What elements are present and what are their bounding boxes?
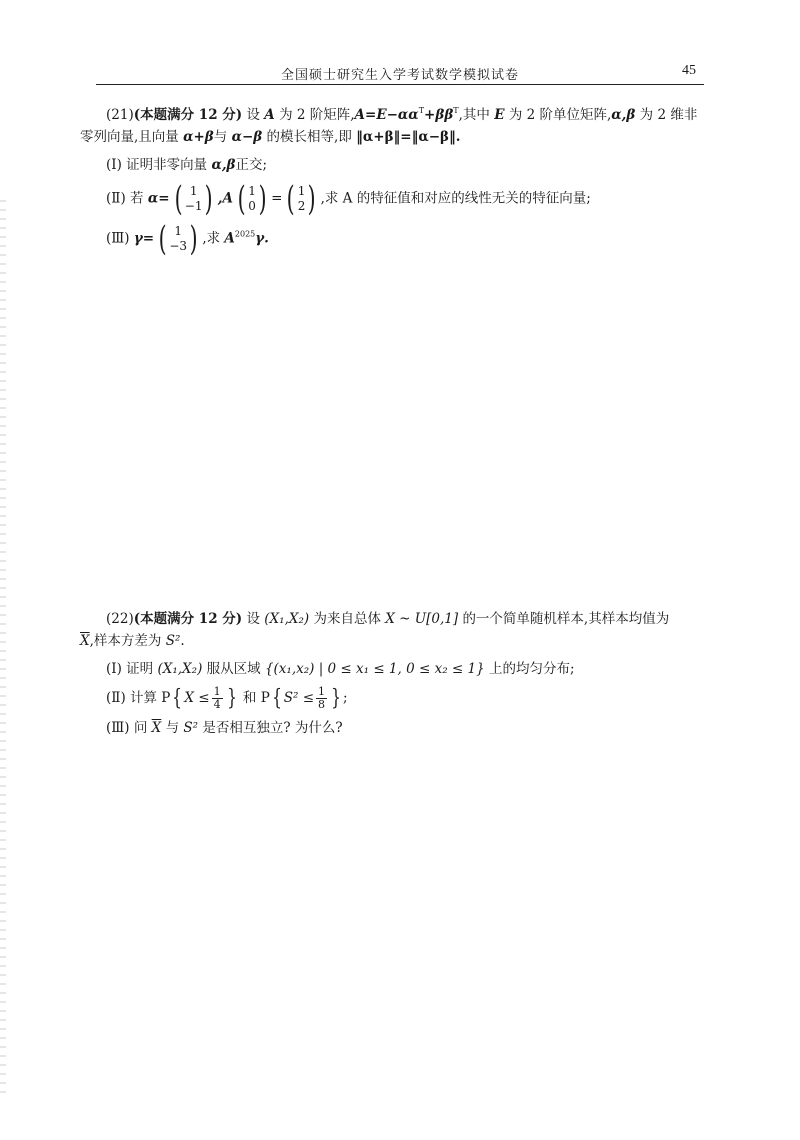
stem-text: 的一个简单随机样本,其样本均值为: [462, 611, 670, 627]
sample-variance-symbol: S²: [183, 720, 199, 736]
sample-mean-symbol: $\overline{X}$: [151, 720, 162, 736]
matrix-formula-part: +ββ: [424, 107, 454, 123]
part-text: 计算 P: [130, 690, 171, 706]
gamma-symbol: γ.: [255, 230, 269, 247]
problem-22-part-3: [80, 717, 706, 739]
score-label: (本题满分 12 分): [133, 107, 243, 123]
vector-entry: 1: [297, 184, 306, 198]
part-text: ,求 A 的特征值和对应的线性无关的特征向量;: [320, 190, 591, 207]
vector-1-0: ( 1 0 ): [237, 179, 267, 219]
vector-entry: −3: [169, 239, 188, 253]
sample-mean-symbol: $\overline{X}$: [80, 633, 90, 649]
header-title: 全国硕士研究生入学考试数学模拟试卷: [280, 68, 519, 83]
part-label: (Ⅰ): [106, 157, 122, 173]
norm-equation: ‖α+β‖=‖α−β‖.: [356, 129, 461, 145]
matrix-symbol: ,A: [217, 190, 233, 207]
vector-symbols: α,β: [611, 107, 636, 123]
part-text: 是否相互独立? 为什么?: [202, 720, 343, 736]
problem-number: (21): [106, 107, 134, 123]
problem-22-part-2: (Ⅱ) 计算 P{ X ≤ $\frac{1}{4}$ } 和 P{ S² ≤ $\frac{1}{8}$ } ;: [106, 685, 348, 711]
gamma-symbol: γ=: [133, 230, 155, 247]
matrix-symbol: A: [224, 230, 235, 247]
alpha-vector: ( 1 −1 ): [174, 179, 214, 219]
vector-entry: 2: [297, 199, 306, 213]
vector-expression: α+β: [183, 129, 214, 145]
probability-expression: S² ≤: [283, 690, 315, 706]
vector-entry: 1: [174, 224, 183, 238]
stem-text: 为 2 阶矩阵,: [279, 107, 355, 123]
stem-text: 为 2 阶单位矩阵,: [508, 107, 612, 123]
matrix-symbol: A: [264, 107, 275, 123]
stem-text: 设: [246, 611, 260, 627]
problem-22: [80, 608, 706, 739]
problem-22-stem-line-1: [80, 608, 706, 630]
part-label: (Ⅲ): [106, 230, 130, 247]
fraction-denominator: 4: [213, 698, 221, 711]
part-label: (Ⅱ): [106, 190, 126, 207]
fraction-one-eighth: [316, 686, 327, 711]
vector-expression: α−β: [231, 129, 263, 145]
alpha-symbol: α=: [147, 190, 170, 207]
fraction-denominator: 8: [318, 698, 326, 711]
vector-entry: 1: [189, 184, 198, 198]
problem-21-stem-line-1: [80, 100, 706, 126]
matrix-formula: A=E−αα: [354, 107, 419, 123]
transpose-mark: T: [453, 106, 459, 115]
vector-symbols: α,β: [211, 157, 236, 173]
stem-text: ,其中: [458, 107, 490, 123]
problem-21-part-3: [80, 219, 706, 259]
part-text: 若: [130, 190, 144, 207]
vector-entry: 1: [248, 184, 256, 198]
stem-text: 与: [213, 129, 228, 145]
equals-sign: =: [271, 190, 283, 207]
fraction-numerator: 1: [318, 685, 326, 698]
sample-variance-symbol: S²: [165, 633, 181, 649]
sample-expression: (X₁,X₂): [264, 611, 310, 627]
vector-1-2: ( 1 2 ): [287, 179, 316, 219]
stem-text: 的模长相等,即: [266, 129, 352, 145]
part-text: 问: [133, 720, 148, 736]
problem-21-stem-line-2: [80, 126, 706, 148]
region-expression: {(x₁,x₂) | 0 ≤ x₁ ≤ 1, 0 ≤ x₂ ≤ 1}: [264, 661, 485, 677]
score-label: (本题满分 12 分): [133, 611, 243, 627]
gamma-vector: ( 1 −3 ): [158, 219, 198, 259]
fraction-numerator: 1: [213, 685, 221, 698]
transpose-mark: T: [418, 106, 425, 115]
page-header: [96, 62, 704, 85]
distribution-expression: X ~ U[0,1]: [385, 611, 459, 627]
part-text: ,求: [202, 230, 221, 247]
part-text: 正交;: [235, 157, 268, 173]
vector-entry: −1: [184, 199, 203, 213]
stem-text: 为来自总体: [313, 611, 381, 627]
exponent: 2025: [234, 229, 256, 239]
part-text: ;: [343, 690, 348, 706]
sample-expression: (X₁,X₂): [157, 661, 203, 677]
stem-text: ,样本方差为: [89, 633, 162, 649]
part-label: (Ⅱ): [106, 690, 126, 706]
problem-21: [80, 100, 706, 259]
fraction-one-quarter: [212, 686, 223, 711]
page-number: 45: [682, 63, 696, 78]
problem-22-part-1: [80, 658, 706, 680]
problem-21-part-2: [80, 179, 706, 219]
binding-edge-marks: [0, 200, 6, 1100]
problem-22-stem-line-2: [80, 630, 706, 652]
part-text: 与: [165, 720, 180, 736]
part-label: (Ⅲ): [106, 720, 130, 736]
probability-expression: X ≤: [184, 690, 210, 706]
stem-text: 零列向量,且向量: [80, 129, 179, 145]
part-text: 服从区域: [206, 661, 261, 677]
part-text: 证明: [126, 661, 154, 677]
part-text: 证明非零向量: [126, 157, 208, 173]
vector-entry: 0: [248, 199, 256, 213]
identity-symbol: E: [494, 107, 505, 123]
part-text: 和 P: [242, 690, 270, 706]
stem-text: 设: [246, 107, 260, 123]
part-label: (Ⅰ): [106, 661, 122, 677]
part-text: 上的均匀分布;: [489, 661, 575, 677]
problem-21-part-1: [80, 154, 706, 176]
stem-text: 为 2 维非: [639, 107, 698, 123]
problem-number: (22): [106, 611, 134, 627]
stem-text: .: [180, 633, 185, 649]
